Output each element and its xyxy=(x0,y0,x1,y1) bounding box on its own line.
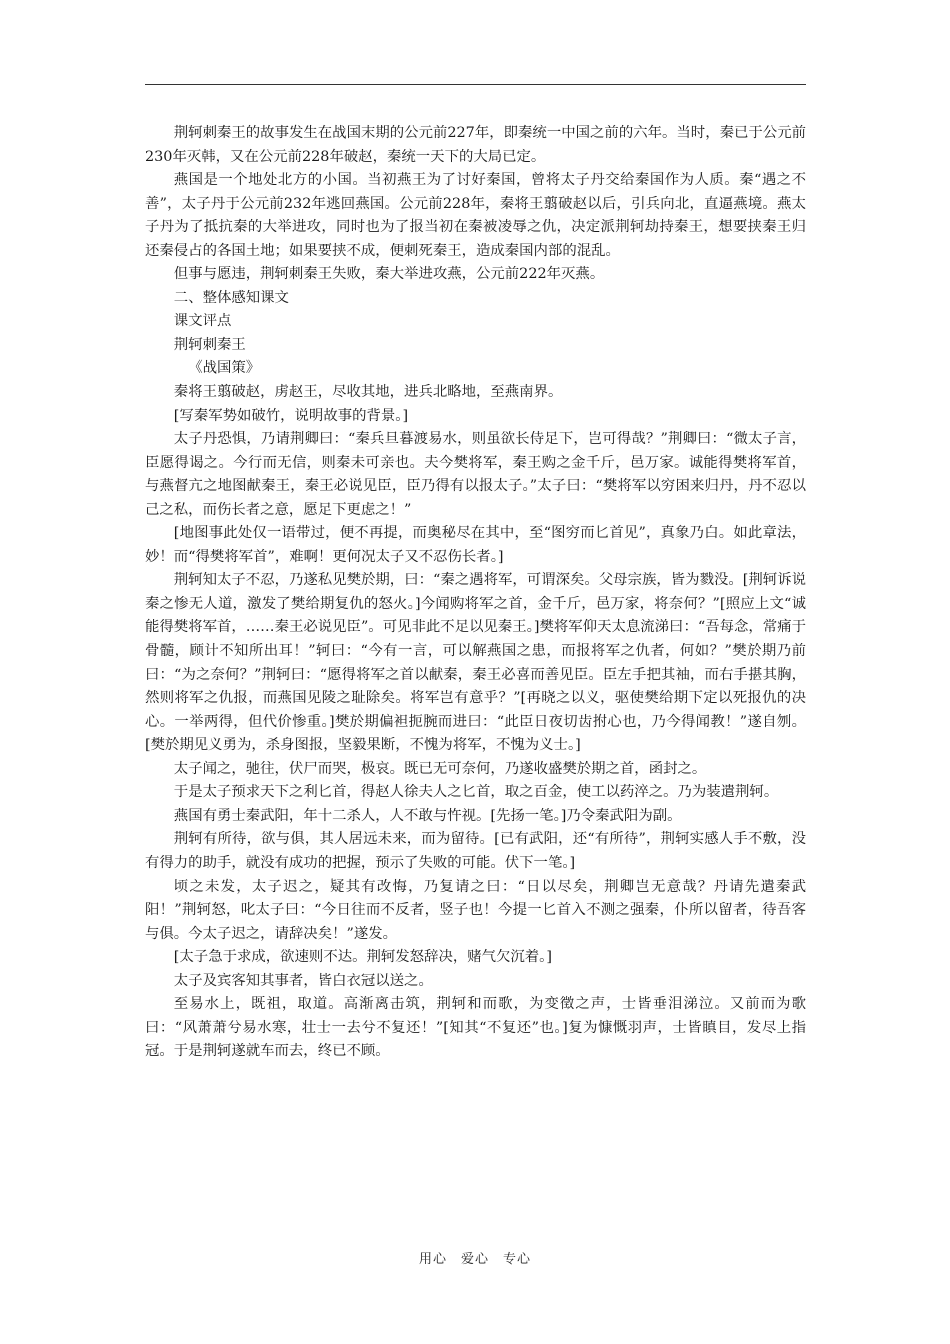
paragraph: 荆轲刺秦王的故事发生在战国末期的公元前227年，即秦统一中国之前的六年。当时，秦已于公元前230年灭韩，又在公元前228年破赵，秦统一天下的大局已定。 xyxy=(145,125,806,165)
paragraph: 至易水上，既祖，取道。高渐离击筑，荆轲和而歌，为变徵之声，士皆垂泪涕泣。又前而为歌曰：“风萧萧兮易水寒，壮士一去兮不复还！”[知其“不复还”也。]复为慷慨羽声，士皆瞋目，发尽上指冠。于是荆轲遂就车而去，终已不顾。 xyxy=(145,996,806,1060)
paragraph: 荆轲知太子不忍，乃遂私见樊於期，曰：“秦之遇将军，可谓深矣。父母宗族，皆为戮没。[荆轲诉说秦之惨无人道，激发了樊给期复仇的怒火。]今闻购将军之首，金千斤，邑万家，将奈何？”[照应上文“诚能得樊将军首，……秦王必说见臣”。可见非此不足以见秦王。]樊将军仰天太息流涕曰：“吾每念，常痛于骨髓，顾计不知所出耳！”轲曰：“今有一言，可以解燕国之患，而报将军之仇者，何如？”樊於期乃前曰：“为之奈何？”荆轲曰：“愿得将军之首以献秦，秦王必喜而善见臣。臣左手把其袖，而右手揕其胸，然则将军之仇报，而燕国见陵之耻除矣。将军岂有意乎？”[再晓之以义，驱使樊给期下定以死报仇的决心。一举两得，但代价惨重。]樊於期偏袒扼腕而进曰：“此臣日夜切齿拊心也，乃今得闻教！”遂自刎。[樊於期见义勇为，杀身图报，坚毅果断，不愧为将军，不愧为义士。] xyxy=(145,572,806,754)
paragraph: 秦将王翦破赵，虏赵王，尽收其地，进兵北略地，至燕南界。 xyxy=(173,384,563,401)
paragraph: 燕国有勇士秦武阳，年十二杀人，人不敢与忤视。[先扬一笔。]乃令秦武阳为副。 xyxy=(173,807,682,824)
section-heading: 二、整体感知课文 xyxy=(173,289,289,306)
subsection-heading: 课文评点 xyxy=(173,313,232,330)
paragraph: 燕国是一个地处北方的小国。当初燕王为了讨好秦国，曾将太子丹交给秦国作为人质。秦“遇之不善”，太子丹于公元前232年逃回燕国。公元前228年，秦将王翦破赵以后，引兵向北，直逼燕境。燕太子丹为了抵抗秦的大举进攻，同时也为了报当初在秦被凌辱之仇，决定派荆轲劫持秦王，想要挟秦王归还秦侵占的各国土地；如果要挟不成，便刺死秦王，造成秦国内部的混乱。 xyxy=(145,172,806,259)
paragraph: 太子闻之，驰往，伏尸而哭，极哀。既已无可奈何，乃遂收盛樊於期之首，函封之。 xyxy=(173,760,707,777)
text-source: 《战国策》 xyxy=(188,360,261,377)
text-title: 荆轲刺秦王 xyxy=(173,336,246,353)
annotation: [地图事此处仅一语带过，便不再提，而奥秘尽在其中，至“图穷而匕首见”，真象乃白。如此章法，妙！而“得樊将军首”，难啊！更何况太子又不忍伤长者。] xyxy=(145,525,806,565)
annotation: [太子急于求成，欲速则不达。荆轲发怒辞决，赌气欠沉着。] xyxy=(173,949,552,966)
paragraph: 但事与愿违，荆轲刺秦王失败，秦大举进攻燕，公元前222年灭燕。 xyxy=(173,266,605,283)
document-body xyxy=(145,122,806,1064)
paragraph: 太子及宾客知其事者，皆白衣冠以送之。 xyxy=(173,972,433,989)
paragraph: 于是太子预求天下之利匕首，得赵人徐夫人之匕首，取之百金，使工以药淬之。乃为装遣荆轲。 xyxy=(173,784,779,801)
paragraph: 荆轲有所待，欲与俱，其人居远未来，而为留待。[已有武阳，还“有所待”，荆轲实感人手不敷，没有得力的助手，就没有成功的把握，预示了失败的可能。伏下一笔。] xyxy=(145,831,806,871)
header-rule xyxy=(145,84,806,85)
paragraph: 顷之未发，太子迟之，疑其有改悔，乃复请之曰：“日以尽矣，荆卿岂无意哉？丹请先遣秦武阳！”荆轲怒，叱太子曰：“今日往而不反者，竖子也！今提一匕首入不测之强秦，仆所以留者，待吾客与俱。今太子迟之，请辞决矣！”遂发。 xyxy=(145,878,806,942)
paragraph: 太子丹恐惧，乃请荆卿曰：“秦兵旦暮渡易水，则虽欲长侍足下，岂可得哉？”荆卿曰：“微太子言，臣愿得谒之。今行而无信，则秦未可亲也。夫今樊将军，秦王购之金千斤，邑万家。诚能得樊将军首，与燕督亢之地图献秦王，秦王必说见臣，臣乃得有以报太子。”太子曰：“樊将军以穷困来归丹，丹不忍以己之私，而伤长者之意，愿足下更虑之！” xyxy=(145,431,806,518)
page-footer: 用心 爱心 专心 xyxy=(418,1252,531,1267)
annotation: [写秦军势如破竹，说明故事的背景。] xyxy=(173,407,409,424)
